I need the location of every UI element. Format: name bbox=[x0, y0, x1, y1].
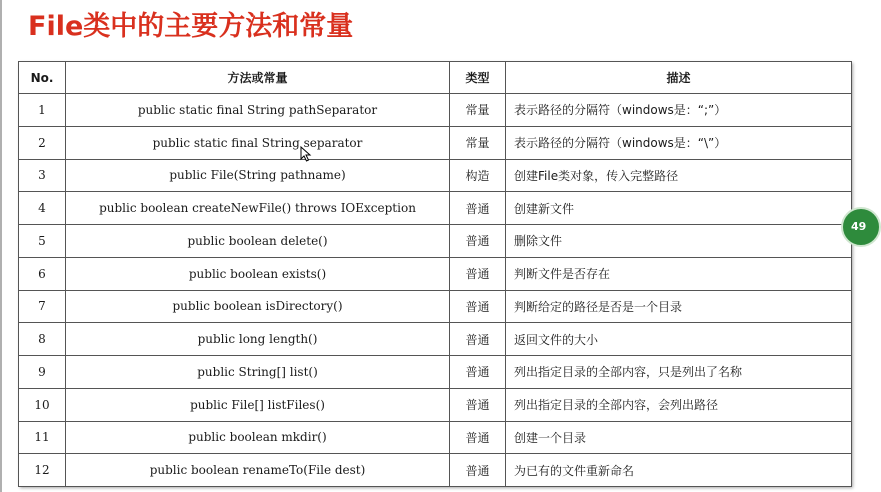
cell-method: public boolean mkdir() bbox=[66, 421, 450, 454]
window-edge bbox=[0, 0, 2, 492]
cell-method: public String[] list() bbox=[66, 356, 450, 389]
cell-method: public File(String pathname) bbox=[66, 159, 450, 192]
cell-type: 普通 bbox=[450, 388, 506, 421]
table-row bbox=[19, 323, 852, 356]
table-row bbox=[19, 421, 852, 454]
table-body bbox=[19, 94, 852, 487]
table-row bbox=[19, 159, 852, 192]
table-row bbox=[19, 356, 852, 389]
table-row bbox=[19, 388, 852, 421]
table-row bbox=[19, 225, 852, 258]
cell-method: public long length() bbox=[66, 323, 450, 356]
table-row bbox=[19, 290, 852, 323]
cell-method: public static final String pathSeparator bbox=[66, 94, 450, 127]
cell-method: public boolean createNewFile() throws IOException bbox=[66, 192, 450, 225]
cell-type: 普通 bbox=[450, 421, 506, 454]
cell-type: 普通 bbox=[450, 225, 506, 258]
cell-type: 普通 bbox=[450, 356, 506, 389]
cell-method: public boolean delete() bbox=[66, 225, 450, 258]
cell-type: 常量 bbox=[450, 94, 506, 127]
header-desc: 描述 bbox=[506, 62, 852, 94]
cell-no: 11 bbox=[19, 421, 66, 454]
cell-no: 1 bbox=[19, 94, 66, 127]
cell-type: 构造 bbox=[450, 159, 506, 192]
cell-type: 普通 bbox=[450, 323, 506, 356]
cell-desc: 判断给定的路径是否是一个目录 bbox=[506, 290, 852, 323]
cell-no: 8 bbox=[19, 323, 66, 356]
cell-no: 9 bbox=[19, 356, 66, 389]
cell-method: public static final String separator bbox=[66, 126, 450, 159]
table-row bbox=[19, 257, 852, 290]
cell-desc: 创建File类对象，传入完整路径 bbox=[506, 159, 852, 192]
cell-desc: 判断文件是否存在 bbox=[506, 257, 852, 290]
cell-method: public boolean isDirectory() bbox=[66, 290, 450, 323]
cell-no: 4 bbox=[19, 192, 66, 225]
cell-type: 普通 bbox=[450, 192, 506, 225]
methods-table-container bbox=[18, 61, 851, 486]
cell-type: 常量 bbox=[450, 126, 506, 159]
table-header-row bbox=[19, 62, 852, 94]
cell-no: 10 bbox=[19, 388, 66, 421]
cell-type: 普通 bbox=[450, 454, 506, 487]
cell-desc: 表示路径的分隔符（windows是：“\”） bbox=[506, 126, 852, 159]
header-method: 方法或常量 bbox=[66, 62, 450, 94]
cell-desc: 删除文件 bbox=[506, 225, 852, 258]
cell-desc: 创建一个目录 bbox=[506, 421, 852, 454]
table-row bbox=[19, 454, 852, 487]
cell-method: public File[] listFiles() bbox=[66, 388, 450, 421]
cell-no: 6 bbox=[19, 257, 66, 290]
cell-no: 12 bbox=[19, 454, 66, 487]
cell-no: 7 bbox=[19, 290, 66, 323]
header-type: 类型 bbox=[450, 62, 506, 94]
table-row bbox=[19, 94, 852, 127]
cell-no: 5 bbox=[19, 225, 66, 258]
cell-no: 3 bbox=[19, 159, 66, 192]
cell-method: public boolean renameTo(File dest) bbox=[66, 454, 450, 487]
cell-method: public boolean exists() bbox=[66, 257, 450, 290]
page-title: File类中的主要方法和常量 bbox=[28, 11, 354, 42]
cell-desc: 列出指定目录的全部内容，只是列出了名称 bbox=[506, 356, 852, 389]
table-row bbox=[19, 192, 852, 225]
cell-no: 2 bbox=[19, 126, 66, 159]
table-row bbox=[19, 126, 852, 159]
cell-desc: 表示路径的分隔符（windows是：“;”） bbox=[506, 94, 852, 127]
mouse-cursor-icon bbox=[300, 146, 312, 162]
methods-table bbox=[18, 61, 852, 487]
header-no: No. bbox=[19, 62, 66, 94]
page-number-badge[interactable]: 49 bbox=[841, 207, 881, 247]
cell-desc: 返回文件的大小 bbox=[506, 323, 852, 356]
cell-desc: 列出指定目录的全部内容，会列出路径 bbox=[506, 388, 852, 421]
cell-type: 普通 bbox=[450, 257, 506, 290]
cell-desc: 为已有的文件重新命名 bbox=[506, 454, 852, 487]
cell-desc: 创建新文件 bbox=[506, 192, 852, 225]
cell-type: 普通 bbox=[450, 290, 506, 323]
